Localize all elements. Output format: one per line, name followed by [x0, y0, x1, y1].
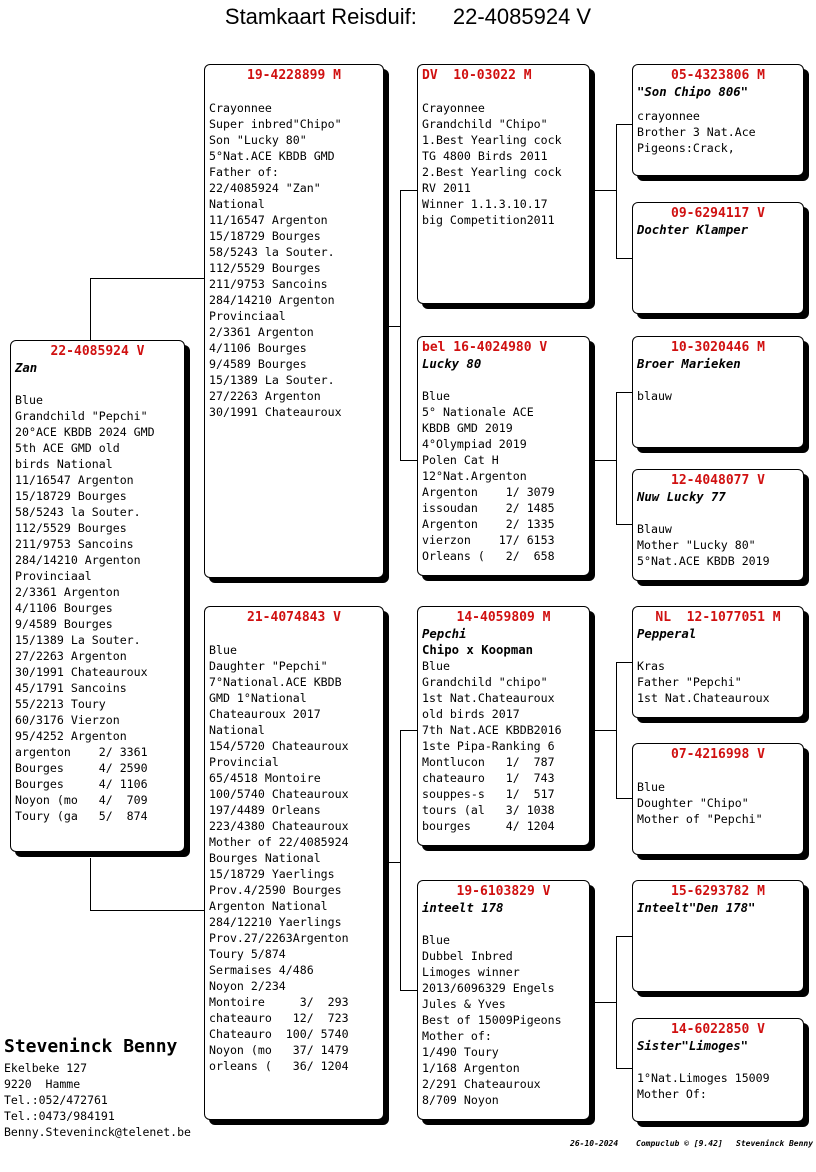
connector: [590, 730, 616, 731]
detail-line: 2/3361 Argenton: [15, 585, 120, 599]
connector: [616, 936, 632, 937]
detail-line: Brother 3 Nat.Ace: [637, 125, 756, 139]
ring-number: 10-3020446 M: [671, 340, 765, 355]
pigeon-card-dds[interactable]: [632, 880, 804, 992]
detail-line: 58/5243 la Souter.: [209, 245, 335, 259]
pigeon-name: Inteelt"Den 178": [637, 901, 756, 915]
detail-line: 22/4085924 "Zan": [209, 181, 321, 195]
detail-line: 1.Best Yearling cock: [422, 133, 562, 147]
detail-line: Best of 15009Pigeons: [422, 1013, 562, 1027]
detail-line: Montlucon 1/ 787: [422, 755, 555, 769]
owner-city: 9220 Hamme: [4, 1077, 81, 1091]
pigeon-details: [637, 521, 799, 569]
detail-line: 2013/6096329 Engels: [422, 981, 555, 995]
pigeon-details: [15, 392, 180, 824]
connector: [590, 190, 616, 191]
connector: [400, 190, 417, 191]
detail-line: 1/490 Toury: [422, 1045, 499, 1059]
connector: [616, 392, 632, 393]
detail-line: Mother "Lucky 80": [637, 538, 756, 552]
detail-line: Toury 5/874: [209, 947, 286, 961]
detail-line: 60/3176 Vierzon: [15, 713, 120, 727]
ring-number: DV 10-03022 M: [422, 68, 532, 83]
connector: [90, 910, 204, 911]
detail-line: Limoges winner: [422, 965, 520, 979]
detail-line: chateauro 12/ 723: [209, 1011, 349, 1025]
detail-line: Prov.27/2263Argenton: [209, 931, 349, 945]
connector: [384, 326, 400, 327]
detail-line: Noyon 2/234: [209, 979, 286, 993]
detail-line: 5°Nat.ACE KBDB 2019: [637, 554, 770, 568]
detail-line: Bourges 4/ 2590: [15, 761, 148, 775]
pigeon-card-main[interactable]: [10, 340, 185, 852]
pigeon-card-sire-sire[interactable]: [417, 64, 590, 304]
connector: [616, 124, 617, 258]
pigeon-details: [637, 388, 799, 404]
detail-line: birds National: [15, 457, 113, 471]
pigeon-details: [422, 658, 585, 834]
detail-line: TG 4800 Birds 2011: [422, 149, 548, 163]
ring-number: 09-6294117 V: [671, 206, 765, 221]
ring-number: 12-4048077 V: [671, 473, 765, 488]
pigeon-details: [209, 642, 379, 1074]
ring-number: 14-6022850 V: [671, 1022, 765, 1037]
pigeon-card-dam[interactable]: [204, 606, 384, 1120]
connector: [616, 1068, 632, 1069]
pigeon-card-sire-dam[interactable]: [417, 336, 590, 576]
owner-mobile: Tel.:0473/984191: [4, 1109, 115, 1123]
detail-line: 2/3361 Argenton: [209, 325, 314, 339]
connector: [90, 278, 91, 340]
detail-line: issoudan 2/ 1485: [422, 501, 555, 515]
ring-number: 15-6293782 M: [671, 884, 765, 899]
pigeon-card-ddd[interactable]: [632, 1018, 804, 1122]
detail-line: Winner 1.1.3.10.17: [422, 197, 548, 211]
detail-line: Blue: [15, 393, 43, 407]
detail-line: chateauro 1/ 743: [422, 771, 555, 785]
detail-line: Daughter "Pepchi": [209, 659, 328, 673]
detail-line: Super inbred"Chipo": [209, 117, 342, 131]
pigeon-name: Broer Marieken: [637, 357, 741, 371]
pigeon-name: Dochter Klamper: [637, 223, 749, 237]
detail-line: 5°Nat.ACE KBDB GMD: [209, 149, 335, 163]
pigeon-name: Sister"Limoges": [637, 1039, 749, 1053]
detail-line: blauw: [637, 389, 672, 403]
detail-line: Montoire 3/ 293: [209, 995, 349, 1009]
detail-line: Chateauroux 2017: [209, 707, 321, 721]
detail-line: Doughter "Chipo": [637, 796, 749, 810]
detail-line: National: [209, 197, 265, 211]
detail-line: KBDB GMD 2019: [422, 421, 513, 435]
ring-number: bel 16-4024980 V: [422, 340, 548, 355]
ring-number: 21-4074843 V: [247, 610, 341, 625]
detail-line: Provinciaal: [209, 309, 286, 323]
ring-number: 07-4216998 V: [671, 747, 765, 762]
detail-line: 7°National.ACE KBDB: [209, 675, 342, 689]
detail-line: Father "Pepchi": [637, 675, 742, 689]
detail-line: Sermaises 4/486: [209, 963, 314, 977]
detail-line: Mother of "Pepchi": [637, 812, 763, 826]
detail-line: Grandchild "Pepchi": [15, 409, 148, 423]
detail-line: Prov.4/2590 Bourges: [209, 883, 342, 897]
detail-line: 15/18729 Bourges: [15, 489, 127, 503]
ring-number: 14-4059809 M: [456, 610, 551, 625]
detail-line: 112/5529 Bourges: [15, 521, 127, 535]
detail-line: 30/1991 Chateauroux: [15, 665, 148, 679]
detail-line: 2/291 Chateauroux: [422, 1077, 541, 1091]
detail-line: Blue: [422, 659, 450, 673]
detail-line: GMD 1°National: [209, 691, 307, 705]
detail-line: Blue: [209, 643, 237, 657]
detail-line: 154/5720 Chateauroux: [209, 739, 349, 753]
detail-line: 45/1791 Sancoins: [15, 681, 127, 695]
detail-line: souppes-s 1/ 517: [422, 787, 555, 801]
detail-line: Provincial: [209, 755, 279, 769]
detail-line: Mother of:: [422, 1029, 492, 1043]
connector: [400, 190, 401, 460]
detail-line: Blue: [422, 389, 450, 403]
ring-number: 22-4085924 V: [50, 344, 145, 359]
detail-line: Chateauro 100/ 5740: [209, 1027, 349, 1041]
detail-line: Blue: [637, 780, 665, 794]
detail-line: 7th Nat.ACE KBDB2016: [422, 723, 562, 737]
pigeon-card-sss[interactable]: [632, 64, 804, 176]
detail-line: Polen Cat H: [422, 453, 499, 467]
detail-line: Argenton National: [209, 899, 328, 913]
detail-line: Grandchild "chipo": [422, 675, 548, 689]
detail-line: National: [209, 723, 265, 737]
pigeon-name: Pepperal: [637, 627, 697, 641]
connector: [616, 798, 632, 799]
ring-number: NL 12-1077051 M: [655, 610, 781, 625]
connector: [590, 1002, 616, 1003]
detail-line: 4°Olympiad 2019: [422, 437, 527, 451]
owner-address: Ekelbeke 127: [4, 1061, 88, 1075]
detail-line: vierzon 17/ 6153: [422, 533, 555, 547]
pigeon-details: [637, 1070, 799, 1102]
connector: [616, 524, 632, 525]
page-title: [0, 4, 816, 30]
detail-line: argenton 2/ 3361: [15, 745, 148, 759]
connector: [616, 936, 617, 1068]
detail-line: Kras: [637, 659, 665, 673]
detail-line: 197/4489 Orleans: [209, 803, 321, 817]
detail-line: 5° Nationale ACE: [422, 405, 534, 419]
pigeon-card-ssd[interactable]: [632, 202, 804, 314]
detail-line: Orleans ( 2/ 658: [422, 549, 555, 563]
detail-line: 4/1106 Bourges: [209, 341, 307, 355]
detail-line: 1°Nat.Limoges 15009: [637, 1071, 770, 1085]
detail-line: orleans ( 36/ 1204: [209, 1059, 349, 1073]
connector: [616, 662, 632, 663]
pigeon-name: inteelt 178: [422, 901, 504, 915]
connector: [616, 258, 632, 259]
detail-line: 4/1106 Bourges: [15, 601, 113, 615]
detail-line: 284/12210 Yaerlings: [209, 915, 342, 929]
detail-line: Mother Of:: [637, 1087, 707, 1101]
detail-line: 11/16547 Argenton: [209, 213, 328, 227]
connector: [400, 990, 417, 991]
pigeon-card-dam-sire[interactable]: [417, 606, 590, 846]
detail-line: Bourges 4/ 1106: [15, 777, 148, 791]
detail-line: old birds 2017: [422, 707, 520, 721]
footer-owner: Steveninck Benny: [736, 1139, 814, 1148]
detail-line: Crayonnee: [422, 101, 485, 115]
detail-line: 30/1991 Chateauroux: [209, 405, 342, 419]
ring-number: 19-6103829 V: [456, 884, 551, 899]
detail-line: 284/14210 Argenton: [15, 553, 141, 567]
ring-number: 05-4323806 M: [671, 68, 765, 83]
detail-line: Blauw: [637, 522, 672, 536]
detail-line: 223/4380 Chateauroux: [209, 819, 349, 833]
detail-line: Mother of 22/4085924: [209, 835, 349, 849]
detail-line: Jules & Yves: [422, 997, 506, 1011]
detail-line: 15/18729 Bourges: [209, 229, 321, 243]
detail-line: Noyon (mo 4/ 709: [15, 793, 148, 807]
pigeon-details: [637, 108, 799, 156]
detail-line: Bourges National: [209, 851, 321, 865]
detail-line: 15/18729 Yaerlings: [209, 867, 335, 881]
pigeon-card-dam-dam[interactable]: [417, 880, 590, 1120]
pigeon-name: Pepchi: [422, 627, 467, 641]
footer-date: 26-10-2024: [570, 1139, 619, 1148]
detail-line: 27/2263 Argenton: [209, 389, 321, 403]
detail-line: 95/4252 Argenton: [15, 729, 127, 743]
detail-line: 2.Best Yearling cock: [422, 165, 562, 179]
detail-line: bourges 4/ 1204: [422, 819, 555, 833]
pigeon-name: Lucky 80: [422, 357, 482, 371]
connector: [616, 124, 632, 125]
pigeon-name: "Son Chipo 806": [637, 85, 749, 99]
pigeon-details: [637, 658, 799, 706]
detail-line: Pigeons:Crack,: [637, 141, 735, 155]
detail-line: Father of:: [209, 165, 279, 179]
pigeon-details: [637, 779, 799, 827]
pigeon-card-sds[interactable]: [632, 336, 804, 448]
detail-line: 112/5529 Bourges: [209, 261, 321, 275]
pigeon-cross: Chipo x Koopman: [422, 643, 534, 657]
ring-number: 19-4228899 M: [247, 68, 341, 83]
owner-block: [4, 1036, 191, 1140]
owner-email[interactable]: Benny.Steveninck@telenet.be: [4, 1125, 191, 1139]
detail-line: Son "Lucky 80": [209, 133, 307, 147]
detail-line: 5th ACE GMD old: [15, 441, 120, 455]
pigeon-card-dss[interactable]: [632, 606, 804, 718]
detail-line: 15/1389 La Souter.: [209, 373, 335, 387]
detail-line: Argenton 1/ 3079: [422, 485, 555, 499]
title-label: Stamkaart Reisduif:: [224, 4, 417, 29]
detail-line: 15/1389 La Souter.: [15, 633, 141, 647]
pigeon-name: Nuw Lucky 77: [637, 490, 726, 504]
detail-line: 1st Nat.Chateauroux: [637, 691, 770, 705]
detail-line: Noyon (mo 37/ 1479: [209, 1043, 349, 1057]
detail-line: 1ste Pipa-Ranking 6: [422, 739, 555, 753]
detail-line: 58/5243 la Souter.: [15, 505, 141, 519]
detail-line: Toury (ga 5/ 874: [15, 809, 148, 823]
connector: [384, 862, 400, 863]
detail-line: crayonnee: [637, 109, 700, 123]
connector: [616, 392, 617, 524]
detail-line: 20°ACE KBDB 2024 GMD: [15, 425, 155, 439]
detail-line: 11/16547 Argenton: [15, 473, 134, 487]
pigeon-details: [422, 100, 585, 228]
footer-software: Compuclub © [9.42]: [636, 1139, 723, 1148]
pigeon-card-dsd[interactable]: [632, 743, 804, 855]
title-ring-number: 22-4085924 V: [452, 4, 592, 29]
detail-line: Provinciaal: [15, 569, 92, 583]
detail-line: Argenton 2/ 1335: [422, 517, 555, 531]
connector: [400, 730, 417, 731]
detail-line: big Competition2011: [422, 213, 555, 227]
connector: [616, 662, 617, 798]
pigeon-details: [209, 100, 379, 420]
owner-name: Steveninck Benny: [4, 1036, 178, 1057]
detail-line: 9/4589 Bourges: [209, 357, 307, 371]
detail-line: 211/9753 Sancoins: [15, 537, 134, 551]
pigeon-details: [422, 388, 585, 564]
detail-line: 8/709 Noyon: [422, 1093, 499, 1107]
connector: [400, 460, 417, 461]
detail-line: 65/4518 Montoire: [209, 771, 321, 785]
pigeon-card-sire[interactable]: [204, 64, 384, 578]
connector: [90, 858, 91, 910]
detail-line: Dubbel Inbred: [422, 949, 513, 963]
detail-line: RV 2011: [422, 181, 471, 195]
detail-line: 284/14210 Argenton: [209, 293, 335, 307]
owner-phone: Tel.:052/472761: [4, 1093, 108, 1107]
detail-line: 55/2213 Toury: [15, 697, 106, 711]
detail-line: 100/5740 Chateauroux: [209, 787, 349, 801]
detail-line: 211/9753 Sancoins: [209, 277, 328, 291]
pigeon-card-sdd[interactable]: [632, 469, 804, 581]
detail-line: 9/4589 Bourges: [15, 617, 113, 631]
pigeon-details: [422, 932, 585, 1108]
detail-line: 1st Nat.Chateauroux: [422, 691, 555, 705]
detail-line: 27/2263 Argenton: [15, 649, 127, 663]
connector: [590, 460, 616, 461]
pigeon-name: Zan: [15, 361, 38, 375]
connector: [90, 278, 204, 279]
detail-line: Blue: [422, 933, 450, 947]
detail-line: 12°Nat.Argenton: [422, 469, 527, 483]
detail-line: tours (al 3/ 1038: [422, 803, 555, 817]
detail-line: Crayonnee: [209, 101, 272, 115]
detail-line: 1/168 Argenton: [422, 1061, 520, 1075]
detail-line: Grandchild "Chipo": [422, 117, 548, 131]
connector: [400, 730, 401, 990]
